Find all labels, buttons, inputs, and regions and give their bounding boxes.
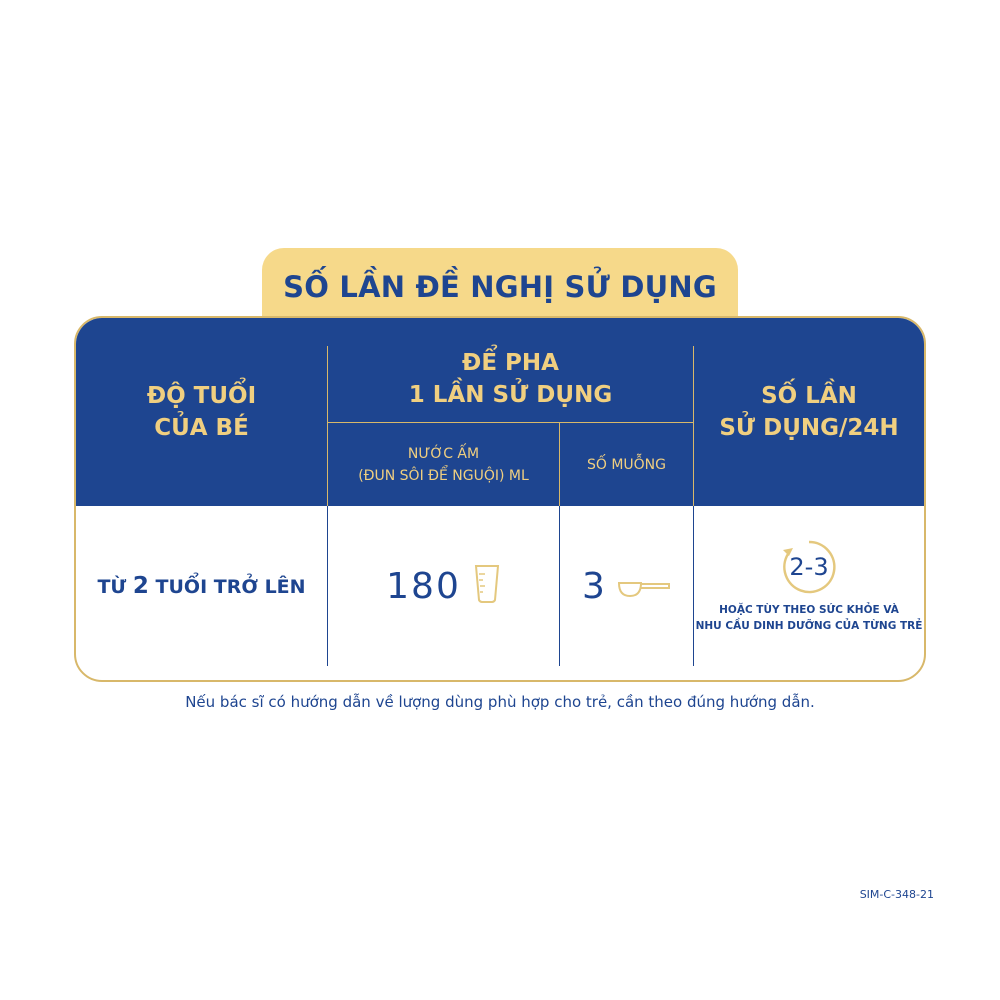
header-times-line1: SỐ LẦN bbox=[761, 383, 857, 409]
age-prefix: TỪ bbox=[97, 576, 127, 598]
header-age bbox=[76, 318, 327, 506]
header-prep bbox=[328, 336, 693, 422]
header-age-line1: ĐỘ TUỔI bbox=[146, 383, 257, 409]
page-title: SỐ LẦN ĐỀ NGHỊ SỬ DỤNG bbox=[283, 270, 717, 304]
scoops-amount: 3 bbox=[582, 565, 607, 607]
measuring-cup-icon bbox=[473, 564, 501, 608]
times-note-line2: NHU CẦU DINH DƯỠNG CỦA TỪNG TRẺ bbox=[695, 620, 923, 632]
age-value bbox=[97, 573, 305, 599]
times-note-line1: HOẶC TÙY THEO SỨC KHỎE VÀ bbox=[719, 604, 899, 616]
times-value: 2-3 bbox=[789, 553, 829, 581]
footnote: Nếu bác sĩ có hướng dẫn về lượng dùng phù hợp cho trẻ, cần theo đúng hướng dẫn. bbox=[185, 693, 815, 711]
age-number: 2 bbox=[132, 573, 149, 599]
table-row-age bbox=[76, 506, 327, 666]
document-code: SIM-C-348-21 bbox=[859, 888, 934, 901]
table-row-water bbox=[328, 506, 559, 666]
age-suffix: TUỔI TRỞ LÊN bbox=[155, 576, 306, 598]
usage-table bbox=[74, 316, 926, 682]
header-water bbox=[328, 423, 559, 506]
header-prep-line2: 1 LẦN SỬ DỤNG bbox=[408, 382, 613, 408]
header-scoops bbox=[560, 423, 693, 506]
times-badge bbox=[780, 538, 838, 596]
header-age-line2: CỦA BÉ bbox=[154, 415, 249, 441]
table-row-scoops bbox=[560, 506, 693, 666]
header-times-line2: SỬ DỤNG/24H bbox=[719, 415, 899, 441]
header-water-line2: (ĐUN SÔI ĐỂ NGUỘI) ML bbox=[358, 467, 529, 484]
header-prep-line1: ĐỂ PHA bbox=[462, 350, 559, 376]
header-scoops-label: SỐ MUỖNG bbox=[586, 456, 667, 473]
scoop-icon bbox=[617, 569, 671, 603]
table-row-times bbox=[694, 506, 924, 666]
water-amount: 180 bbox=[386, 565, 461, 607]
header-times bbox=[694, 318, 924, 506]
header-water-line1: NƯỚC ẤM bbox=[407, 445, 480, 462]
